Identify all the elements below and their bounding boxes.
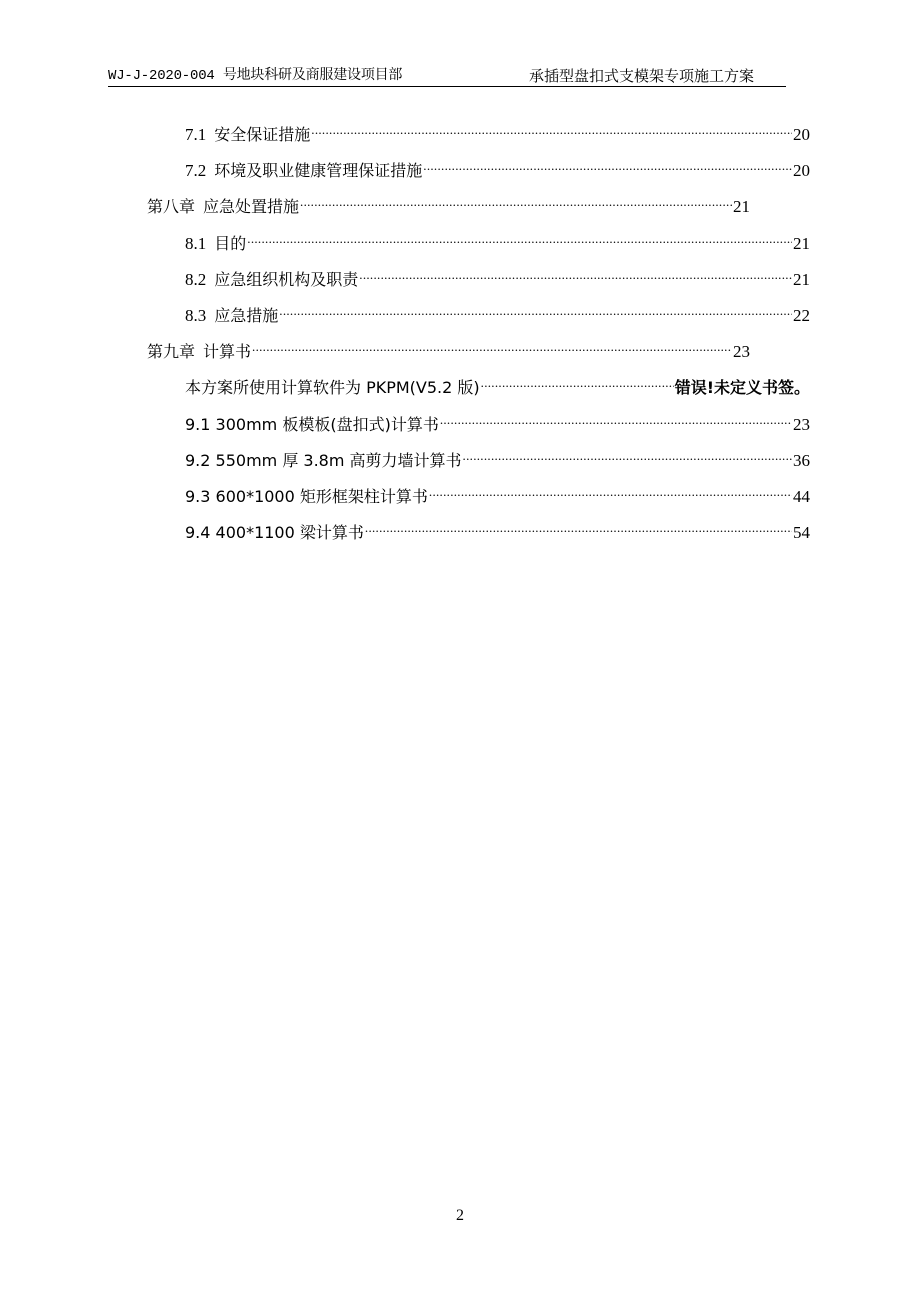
page-header [108,66,786,86]
toc-entry-page: 20 [793,161,810,180]
toc-entry-8-1[interactable] [185,225,810,253]
toc-entry-7-2[interactable] [185,152,810,180]
toc-entry-page: 23 [793,415,810,434]
toc-entry-title: 应急组织机构及职责 [214,270,359,289]
toc-entry-number: 8.3 [185,306,207,325]
toc-entry-page: 21 [793,234,810,253]
dot-leader [481,369,674,393]
toc-entry-title: 应急措施 [214,306,279,325]
dot-leader [429,478,792,502]
toc-entry-page: 44 [793,487,810,506]
toc-entry-title: 目的 [214,234,247,253]
toc-entry-page: 20 [793,125,810,144]
toc-entry-title: 应急处置措施 [203,197,300,216]
toc-entry-9-3[interactable] [185,478,810,506]
toc-entry-9-1[interactable] [185,406,810,434]
header-document-title: 承插型盘扣式支模架专项施工方案 [529,67,755,85]
header-project-name: WJ-J-2020-004 号地块科研及商服建设项目部 [108,68,403,84]
dot-leader [300,188,732,212]
toc-entry-title: 9.2 550mm 厚 3.8m 高剪力墙计算书 [185,451,462,470]
toc-entry-7-1[interactable] [185,116,810,144]
toc-entry-title: 计算书 [203,342,252,361]
toc-entry-chapter-9[interactable] [147,333,750,361]
dot-leader [463,442,792,466]
toc-entry-title: 安全保证措施 [214,125,311,144]
toc-entry-number: 7.1 [185,125,207,144]
toc-entry-page: 21 [793,270,810,289]
toc-entry-title: 9.4 400*1100 梁计算书 [185,523,364,542]
toc-entry-number: 第八章 [147,197,196,216]
toc-entry-software[interactable] [185,369,810,397]
toc-entry-title: 环境及职业健康管理保证措施 [214,161,423,180]
dot-leader [365,514,792,538]
toc-entry-page: 21 [733,197,750,216]
page-number: 2 [456,1207,464,1224]
header-rule [108,86,786,87]
toc-entry-page: 22 [793,306,810,325]
dot-leader [423,152,792,176]
toc-entry-title: 9.3 600*1000 矩形框架柱计算书 [185,487,428,506]
toc-entry-page: 36 [793,451,810,470]
dot-leader [311,116,792,140]
toc-entry-number: 7.2 [185,161,207,180]
dot-leader [252,333,732,357]
toc-entry-8-2[interactable] [185,261,810,289]
dot-leader [279,297,792,321]
toc-entry-title: 本方案所使用计算软件为 PKPM(V5.2 版) [185,378,480,397]
toc-entry-page: 23 [733,342,750,361]
toc-entry-error-text: 错误!未定义书签。 [674,378,810,397]
toc-entry-number: 8.1 [185,234,207,253]
toc-entry-9-2[interactable] [185,442,810,470]
toc-entry-8-3[interactable] [185,297,810,325]
dot-leader [440,406,792,430]
toc-entry-9-4[interactable] [185,514,810,542]
dot-leader [247,225,792,249]
toc-entry-number: 第九章 [147,342,196,361]
toc-entry-chapter-8[interactable] [147,188,750,216]
toc-entry-number: 8.2 [185,270,207,289]
toc-entry-page: 54 [793,523,810,542]
toc-entry-title: 9.1 300mm 板模板(盘扣式)计算书 [185,415,439,434]
dot-leader [359,261,792,285]
